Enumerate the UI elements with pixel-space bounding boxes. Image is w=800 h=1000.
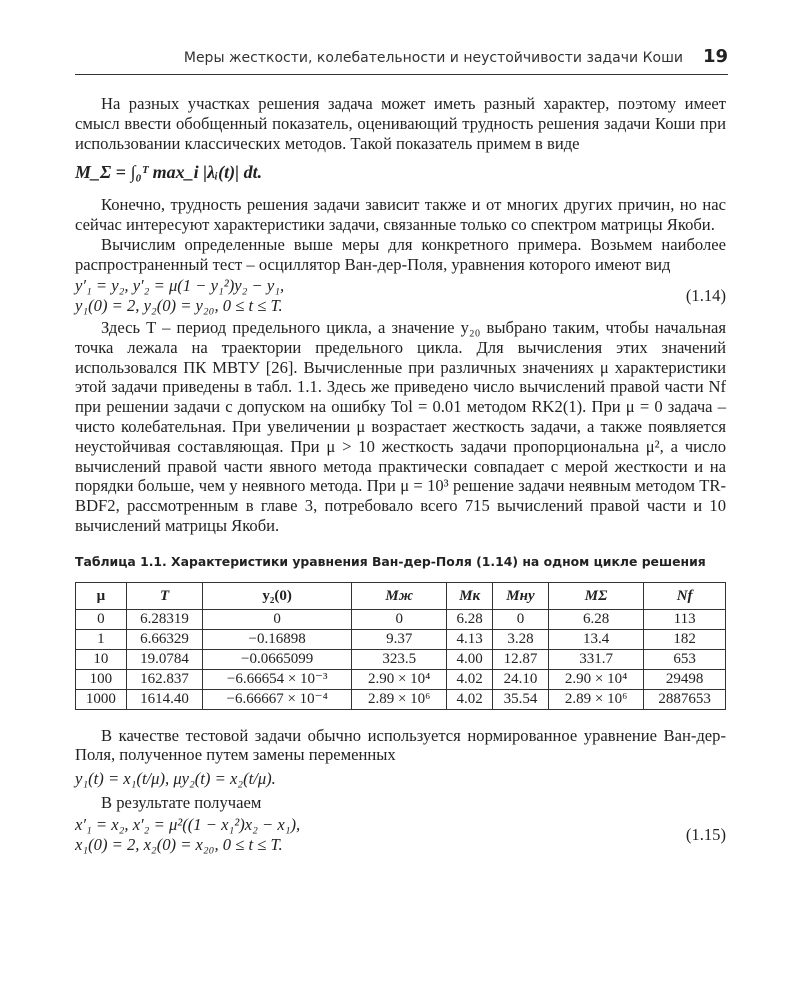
column-header: MΣ — [548, 582, 643, 609]
table-cell: 10 — [76, 649, 127, 669]
paragraph: На разных участках решения задача может иметь разный характер, поэтому имеет смысл ввести обобщенный показатель, оценивающий трудность решения задачи Коши при использовании классических методов. Такой показатель примем в виде — [75, 94, 726, 153]
table-cell: 182 — [644, 629, 726, 649]
paragraph: Здесь T – период предельного цикла, а значение y₂₀ выбрано таким, чтобы начальная точка лежала на траектории предельного цикла. Для вычисления этих значений использовался ПК МВТУ [26]. Вычисленные при различных значениях μ характеристики этой задачи приведены в табл. 1.1. Здесь же приведено число вычислений правой части Nf при решении задачи с допуском на ошибку Tol = 0.01 методом RK2(1). При μ = 0 задача – чисто колебательная. При увеличении μ возрастает жесткость задачи, а также появляется неустойчивая составляющая. При μ > 10 жесткость задачи пропорциональна μ², а число вычислений правой части явного метода практически совпадает с мерой жесткости и на порядки больше, чем у неявного метода. При μ = 10³ решение задачи неявным методом TR-BDF2, рассмотренным в главе 3, потребовало всего 715 вычислений правой части и 10 вычислений матрицы Якоби. — [75, 317, 726, 535]
table-row — [76, 669, 726, 689]
table-cell: 113 — [644, 609, 726, 629]
table-cell: 6.28 — [447, 609, 493, 629]
equation-number: (1.14) — [685, 286, 726, 306]
column-header: y₂(0) — [203, 582, 352, 609]
table-cell: 6.28 — [548, 609, 643, 629]
table-cell: 29498 — [644, 669, 726, 689]
table-cell: 0 — [493, 609, 549, 629]
table-cell: 6.66329 — [126, 629, 203, 649]
column-header: Nf — [644, 582, 726, 609]
table-cell: 1 — [76, 629, 127, 649]
table-cell: 2.90 × 10⁴ — [352, 669, 447, 689]
table-cell: 4.00 — [447, 649, 493, 669]
running-title: Меры жесткости, колебательности и неустойчивости задачи Коши — [183, 50, 683, 66]
column-header: Mк — [447, 582, 493, 609]
table-cell: −0.0665099 — [203, 649, 352, 669]
table-cell: 0 — [203, 609, 352, 629]
table-cell: 4.02 — [447, 689, 493, 709]
table-cell: 3.28 — [493, 629, 549, 649]
column-header: Mну — [493, 582, 549, 609]
equation-line: y₁(0) = 2, y₂(0) = y₂₀, 0 ≤ t ≤ T. — [75, 296, 283, 316]
table-cell: 12.87 — [493, 649, 549, 669]
column-header: Mж — [352, 582, 447, 609]
table-cell: 331.7 — [548, 649, 643, 669]
paragraph: Вычислим определенные выше меры для конкретного примера. Возьмем наиболее распространенный тест – осциллятор Ван-дер-Поля, уравнения которого имеют вид — [75, 234, 726, 274]
table-cell: −0.16898 — [203, 629, 352, 649]
paragraph: В результате получаем — [101, 792, 262, 812]
table-row — [76, 649, 726, 669]
table-header-row — [76, 582, 726, 609]
table-cell: 2.89 × 10⁶ — [352, 689, 447, 709]
equation-number: (1.15) — [685, 824, 726, 844]
table-caption: Таблица 1.1. Характеристики уравнения Ван-дер-Поля (1.14) на одном цикле решения — [75, 553, 706, 569]
table-cell: 323.5 — [352, 649, 447, 669]
column-header: μ — [76, 582, 127, 609]
table-cell: 0 — [352, 609, 447, 629]
table-cell: 1614.40 — [126, 689, 203, 709]
data-table — [75, 582, 726, 710]
column-header: T — [126, 582, 203, 609]
table-cell: 162.837 — [126, 669, 203, 689]
page-body — [75, 94, 726, 856]
paragraph: В качестве тестовой задачи обычно используется нормированное уравнение Ван-дер-Поля, полученное путем замены переменных — [75, 725, 726, 765]
table-cell: 35.54 — [493, 689, 549, 709]
table-cell: 2.89 × 10⁶ — [548, 689, 643, 709]
equation-line: x₁(0) = 2, x₂(0) = x₂₀, 0 ≤ t ≤ T. — [75, 834, 283, 854]
table-row — [76, 689, 726, 709]
table-cell: 6.28319 — [126, 609, 203, 629]
table-cell: 1000 — [76, 689, 127, 709]
paragraph: Конечно, трудность решения задачи зависит также и от многих других причин, но нас сейчас интересуют характеристики задачи, связанные только со спектром матрицы Якоби. — [75, 195, 726, 234]
table-cell: 9.37 — [352, 629, 447, 649]
table-cell: 2.90 × 10⁴ — [548, 669, 643, 689]
equation-msum: M_Σ = ∫₀ᵀ max_i |λᵢ(t)| dt. — [75, 162, 263, 183]
running-header — [75, 44, 728, 75]
equation-1-15 — [75, 815, 726, 855]
table-cell: 2887653 — [644, 689, 726, 709]
page-number: 19 — [702, 46, 728, 67]
table-cell: 4.02 — [447, 669, 493, 689]
table-cell: −6.66654 × 10⁻³ — [203, 669, 352, 689]
equation-1-14 — [75, 276, 726, 316]
table-row — [76, 609, 726, 629]
equation-substitution: y₁(t) = x₁(t/μ), μy₂(t) = x₂(t/μ). — [75, 769, 276, 789]
table-cell: 0 — [76, 609, 127, 629]
table-cell: −6.66667 × 10⁻⁴ — [203, 689, 352, 709]
equation-line: x′₁ = x₂, x′₂ = μ²((1 − x₁²)x₂ − x₁), — [75, 814, 301, 834]
equation-line: y′₁ = y₂, y′₂ = μ(1 − y₁²)y₂ − y₁, — [75, 276, 285, 296]
table-cell: 100 — [76, 669, 127, 689]
table-cell: 4.13 — [447, 629, 493, 649]
table-cell: 653 — [644, 649, 726, 669]
table-cell: 13.4 — [548, 629, 643, 649]
table-cell: 24.10 — [493, 669, 549, 689]
table-cell: 19.0784 — [126, 649, 203, 669]
table-row — [76, 629, 726, 649]
